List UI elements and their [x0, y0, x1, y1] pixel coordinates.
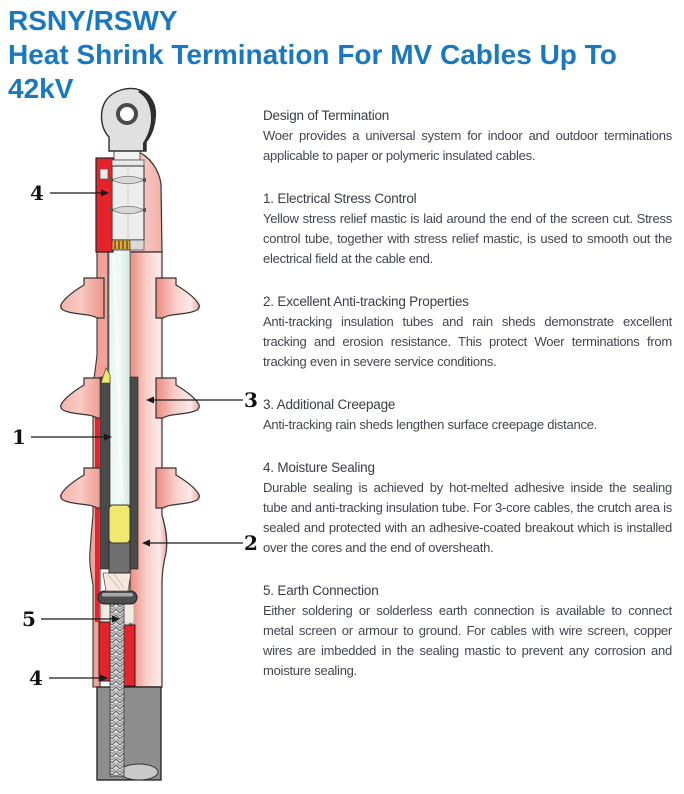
section-electrical-stress-control	[263, 189, 672, 269]
callout-number-3: 3	[244, 388, 258, 412]
page-title-line2: Heat Shrink Termination For MV Cables Up To 42kV	[8, 39, 617, 104]
lug-neck	[114, 151, 140, 160]
barrel-bottom-right	[130, 240, 144, 250]
stress-relief-mastic-block	[109, 505, 130, 543]
termination-cutaway-illustration	[0, 85, 260, 789]
rain-shed-left-3	[61, 468, 104, 508]
sealing-cone	[103, 573, 131, 591]
earth-clamp-highlight	[102, 593, 133, 597]
rain-shed-left-1	[61, 278, 104, 318]
cable-screen-strip-right	[130, 377, 138, 569]
section-anti-tracking-properties	[263, 292, 672, 372]
lug-hole	[118, 105, 136, 123]
crimp-notch-3	[110, 208, 113, 212]
section-body: Yellow stress relief mastic is laid around the end of the screen cut. Stress control tube, together with stress relief mastic, is used to smooth out the electrical field at the cable end.	[263, 211, 672, 266]
lug-step	[112, 160, 144, 166]
callout-number-1: 1	[12, 425, 26, 449]
rain-shed-left-2	[61, 378, 104, 418]
section-heading: 1. Electrical Stress Control	[263, 191, 417, 206]
callout-number-2: 2	[244, 531, 258, 555]
section-body: Anti-tracking rain sheds lengthen surface creepage distance.	[263, 417, 598, 432]
section-additional-creepage	[263, 395, 672, 435]
section-moisture-sealing	[263, 458, 672, 558]
sealing-mastic-bottom-right	[123, 625, 135, 686]
section-heading: 5. Earth Connection	[263, 583, 379, 598]
rain-shed-right-2	[156, 378, 199, 418]
callout-number-4-top: 4	[30, 181, 44, 205]
section-earth-connection	[263, 581, 672, 681]
section-heading: 3. Additional Creepage	[263, 397, 396, 412]
earth-braid	[110, 600, 124, 776]
section-heading: 2. Excellent Anti-tracking Properties	[263, 294, 469, 309]
sealing-mastic-notch	[100, 169, 108, 179]
semicon-layer	[109, 541, 130, 573]
section-body: Durable sealing is achieved by hot-melted adhesive inside the sealing tube and anti-tracking insulation tube. For 3-core cables, the crutch area is sealed and protected with an adhesive-coated breakout which is installed over the cores and the end of oversheath.	[263, 480, 672, 555]
section-design-of-termination	[263, 106, 672, 166]
rain-shed-right-3	[156, 468, 199, 508]
section-body: Either soldering or solderless earth connection is available to connect metal screen or armour to ground. For cables with wire screen, copper wires are imbedded in the sealing mastic to prevent any corrosion and moisture sealing.	[263, 603, 672, 678]
callout-number-4-bottom: 4	[29, 666, 43, 690]
section-body: Woer provides a universal system for indoor and outdoor terminations applicable to paper or polymeric insulated cables.	[263, 128, 672, 163]
rain-shed-right-1	[156, 278, 199, 318]
cable-cut-end	[120, 764, 158, 780]
cable-screen-strip-left	[100, 377, 110, 569]
sealing-mastic-bottom-left	[99, 622, 110, 681]
crimp-notch-1	[110, 178, 113, 182]
section-heading: Design of Termination	[263, 108, 390, 123]
cable-insulation-core	[109, 248, 130, 505]
page-title-line1: RSNY/RSWY	[8, 5, 178, 36]
crimp-notch-4	[143, 208, 146, 212]
callout-number-5: 5	[22, 607, 36, 631]
section-body: Anti-tracking insulation tubes and rain sheds demonstrate excellent tracking and erosion resistance. This protect Woer terminations from tracking even in severe service conditions.	[263, 314, 672, 369]
termination-diagram	[0, 85, 260, 789]
crimp-notch-2	[143, 178, 146, 182]
earth-clamp	[98, 591, 137, 604]
description-column	[263, 106, 672, 681]
section-heading: 4. Moisture Sealing	[263, 460, 375, 475]
